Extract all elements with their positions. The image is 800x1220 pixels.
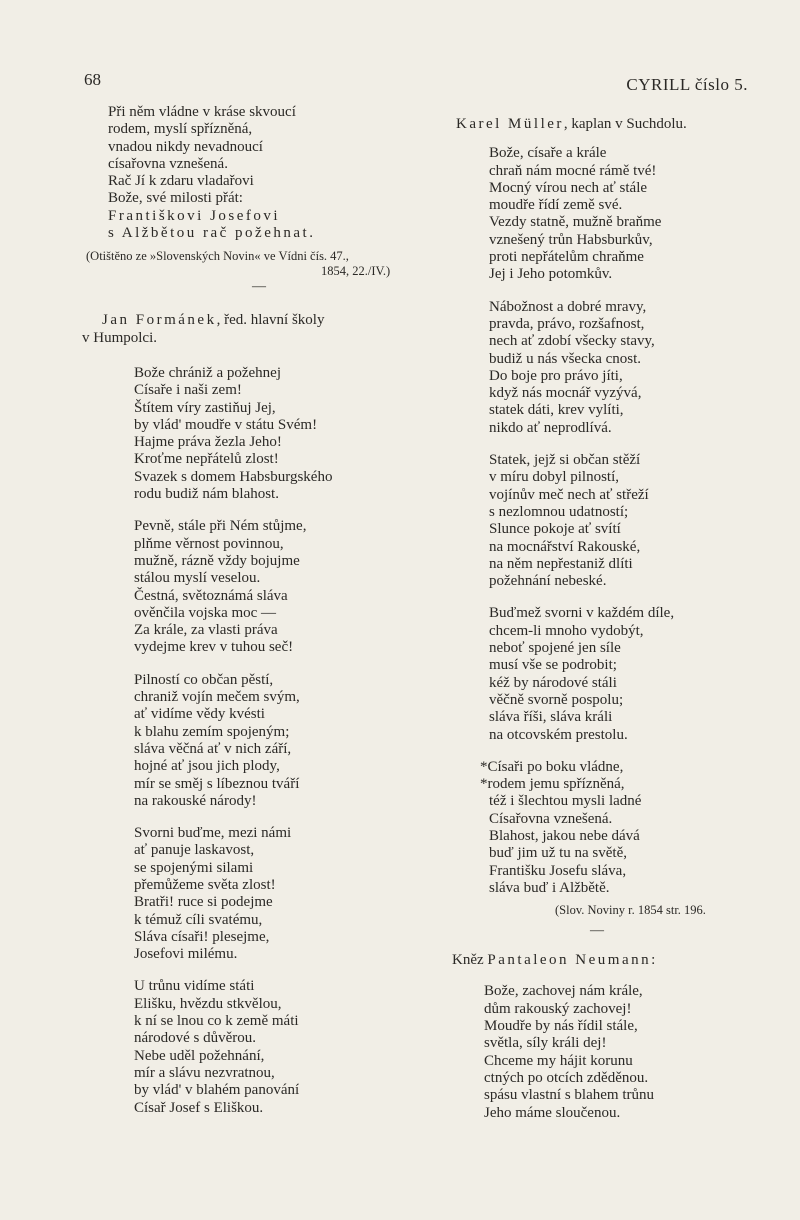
- verse-line: Nebe uděl požehnání,: [134, 1047, 265, 1064]
- author-suffix: :: [651, 952, 656, 969]
- author-prefix: Kněz: [452, 952, 488, 969]
- poem-stanza: [80, 365, 440, 503]
- page-number: 68: [84, 70, 101, 89]
- verse-line: Za krále, za vlasti práva: [134, 622, 278, 639]
- verse-line: kéž by národové stáli: [489, 674, 617, 691]
- source-note: [80, 249, 440, 279]
- verse-line: Do boje pro právo jíti,: [489, 367, 623, 384]
- verse-line: Elišku, hvězdu stkvělou,: [134, 995, 282, 1012]
- author-heading: [452, 116, 752, 133]
- verse-line: nikdo ať neprodlívá.: [489, 419, 612, 436]
- verse-line: nech ať zdobí všecky stavy,: [489, 333, 655, 350]
- verse-line: přemůžeme světa zlost!: [134, 876, 276, 893]
- verse-line: vnadou nikdy nevadnoucí: [108, 138, 263, 155]
- verse-line: Bože chrániž a požehnej: [134, 364, 282, 381]
- verse-line: s Alžbětou rač požehnat.: [108, 225, 316, 242]
- verse-line: chraniž vojín mečem svým,: [134, 689, 300, 706]
- verse-line: budiž u nás všecka cnost.: [489, 350, 642, 367]
- verse-line: na mocnářství Rakouské,: [489, 538, 641, 555]
- verse-line: Při něm vládne v kráse skvoucí: [108, 104, 296, 120]
- verse-line: U trůnu vidíme státi: [134, 978, 255, 995]
- verse-line: Sláva císaři! plesejme,: [134, 928, 270, 945]
- verse-line: *rodem jemu spřízněná,: [480, 776, 625, 793]
- poem-stanza: [80, 672, 440, 810]
- author-heading: [80, 312, 440, 329]
- verse-line: na něm nepřestaniž dlíti: [489, 555, 633, 572]
- running-head: CYRILL číslo 5.: [626, 75, 748, 94]
- verse-line: mír a slávu nezvratnou,: [134, 1064, 275, 1081]
- verse-line: rodem, myslí spřízněná,: [108, 121, 253, 138]
- verse-line: Bratři! ruce si podejme: [134, 894, 273, 911]
- verse-line: císařovna vznešená.: [108, 155, 228, 172]
- verse-line: vznešený trůn Habsburkův,: [489, 231, 653, 248]
- verse-line: ať vidíme vědy kvésti: [134, 706, 265, 723]
- verse-line: na otcovském prestolu.: [489, 726, 628, 743]
- poem-stanza: [452, 759, 752, 897]
- verse-line: statek dáti, krev vylíti,: [489, 402, 624, 419]
- separator-dash: —: [252, 279, 266, 295]
- author-heading: [452, 952, 752, 969]
- verse-line: Pevně, stále při Ném stůjme,: [134, 518, 307, 535]
- verse-line: se spojenými silami: [134, 859, 254, 876]
- verse-line: neboť spojené jen síle: [489, 640, 621, 657]
- verse-line: Jej i Jeho potomkův.: [489, 266, 613, 283]
- verse-line: Čestná, světoznámá sláva: [134, 587, 288, 604]
- poem-stanza: [452, 605, 752, 743]
- source-line: (Otištěno ze »Slovenských Novin« ve Vídni čís. 47.,: [86, 249, 349, 264]
- verse-line: Pilností co občan pěstí,: [134, 671, 274, 688]
- verse-line: k blahu zemím spojeným;: [134, 723, 290, 740]
- verse-line: Svorni buďme, mezi námi: [134, 825, 292, 842]
- verse-line: proti nepřátelům chraňme: [489, 249, 644, 266]
- verse-line: ať panuje laskavost,: [134, 842, 255, 859]
- verse-line: v míru dobyl pilností,: [489, 469, 620, 486]
- verse-line: k témuž cíli svatému,: [134, 911, 263, 928]
- verse-line: Vezdy statně, mužně braňme: [489, 214, 662, 231]
- verse-line: stálou myslí veselou.: [134, 570, 261, 587]
- verse-line: hojné ať jsou jich plody,: [134, 758, 280, 775]
- poem-stanza: [452, 145, 752, 283]
- verse-line: by vlád' v blahém panování: [134, 1082, 300, 1099]
- left-column: [80, 104, 440, 1117]
- verse-line: ověnčila vojska moc —: [134, 604, 277, 621]
- verse-line: Císař Josef s Eliškou.: [134, 1099, 264, 1116]
- poem-stanza: [452, 299, 752, 437]
- verse-line: Josefovi milému.: [134, 946, 238, 963]
- verse-line: musí vše se podrobit;: [489, 657, 617, 674]
- poem-stanza: [452, 452, 752, 590]
- verse-line: Hajme práva žezla Jeho!: [134, 434, 282, 451]
- verse-line: mužně, rázně vždy bojujme: [134, 552, 300, 569]
- verse-line: *Císaři po boku vládne,: [480, 758, 624, 775]
- verse-line: Bože, zachovej nám krále,: [484, 983, 643, 1000]
- verse-line: na rakouské národy!: [134, 792, 257, 809]
- verse-line: k ní se lnou co k země máti: [134, 1013, 299, 1030]
- verse-line: plňme věrnost povinnou,: [134, 535, 284, 552]
- verse-line: Svazek s domem Habsburgského: [134, 468, 333, 485]
- verse-line: Bože, císaře a krále: [489, 145, 607, 162]
- verse-line: rodu budiž nám blahost.: [134, 486, 279, 503]
- author-name: Pantaleon Neumann: [487, 952, 652, 969]
- source-line: 1854, 22./IV.): [321, 264, 391, 279]
- verse-line: Kroťme nepřátelů zlost!: [134, 451, 279, 468]
- verse-line: Nábožnost a dobré mravy,: [489, 298, 647, 315]
- verse-line: národové s důvěrou.: [134, 1030, 257, 1047]
- verse-line: ctných po otcích zděděnou.: [484, 1069, 649, 1086]
- verse-line: též i šlechtou mysli ladné: [489, 793, 642, 810]
- verse-line: mír se směj s líbeznou tváří: [134, 775, 300, 792]
- author-title: , kaplan v Suchdolu.: [563, 116, 687, 132]
- verse-line: Františkovi Josefovi: [108, 207, 281, 224]
- source-line: (Slov. Noviny r. 1854 str. 196.: [555, 903, 706, 918]
- verse-line: sláva věčná ať v nich září,: [134, 740, 292, 757]
- verse-line: světla, síly králi dej!: [484, 1035, 607, 1052]
- verse-line: když nás mocnář vyzývá,: [489, 385, 642, 402]
- verse-line: dům rakouský zachovej!: [484, 1000, 632, 1017]
- verse-line: chcem-li mnoho vydobýt,: [489, 622, 644, 639]
- verse-line: sláva buď i Alžbětě.: [489, 879, 610, 896]
- verse-line: Františku Josefu sláva,: [489, 862, 627, 879]
- verse-line: požehnání nebeské.: [489, 573, 607, 590]
- verse-line: chraň nám mocné rámě tvé!: [489, 162, 657, 179]
- verse-line: sláva říši, sláva králi: [489, 709, 613, 726]
- verse-line: Jeho máme sloučenou.: [484, 1104, 621, 1121]
- verse-line: buď jim už tu na světě,: [489, 845, 628, 862]
- author-name: Karel Müller: [456, 116, 564, 132]
- verse-line: Statek, jejž si občan stěží: [489, 452, 641, 469]
- verse-line: Rač Jí k zdaru vladařovi: [108, 173, 254, 190]
- verse-line: Štítem víry zastiňuj Jej,: [134, 399, 276, 416]
- verse-line: Bože, své milosti přát:: [108, 190, 243, 207]
- separator-dash: —: [590, 923, 604, 939]
- poem-stanza: [80, 825, 440, 963]
- verse-line: Chceme my hájit korunu: [484, 1052, 633, 1069]
- right-column: [452, 104, 752, 1122]
- verse-line: spásu vlastní s blahem trůnu: [484, 1087, 654, 1104]
- verse-line: pravda, právo, rozšafnost,: [489, 315, 645, 332]
- poem-stanza: [452, 983, 752, 1121]
- verse-line: vojínův meč nech ať střeží: [489, 486, 649, 503]
- verse-line: by vlád' moudře v státu Svém!: [134, 416, 318, 433]
- poem-stanza: [80, 518, 440, 656]
- verse-line: Mocný vírou nech ať stále: [489, 179, 648, 196]
- verse-line: moudře řídí země své.: [489, 197, 623, 214]
- poem-stanza: [80, 978, 440, 1116]
- author-place: v Humpolci.: [82, 329, 157, 346]
- author-name: Jan Formánek: [102, 312, 217, 329]
- verse-line: vydejme krev v tuhou seč!: [134, 639, 294, 656]
- verse-line: Slunce pokoje ať svítí: [489, 521, 621, 538]
- poem-stanza: [80, 104, 440, 242]
- verse-line: Moudře by nás řídil stále,: [484, 1018, 638, 1035]
- verse-line: Císaře i naši zem!: [134, 382, 242, 399]
- verse-line: s nezlomnou udatností;: [489, 503, 629, 520]
- source-note: [452, 903, 752, 918]
- verse-line: Blahost, jakou nebe dává: [489, 827, 640, 844]
- verse-line: věčně svorně pospolu;: [489, 691, 624, 708]
- verse-line: Buďmež svorni v každém díle,: [489, 605, 675, 622]
- author-title: , řed. hlavní školy: [216, 312, 325, 329]
- verse-line: Císařovna vznešená.: [489, 810, 613, 827]
